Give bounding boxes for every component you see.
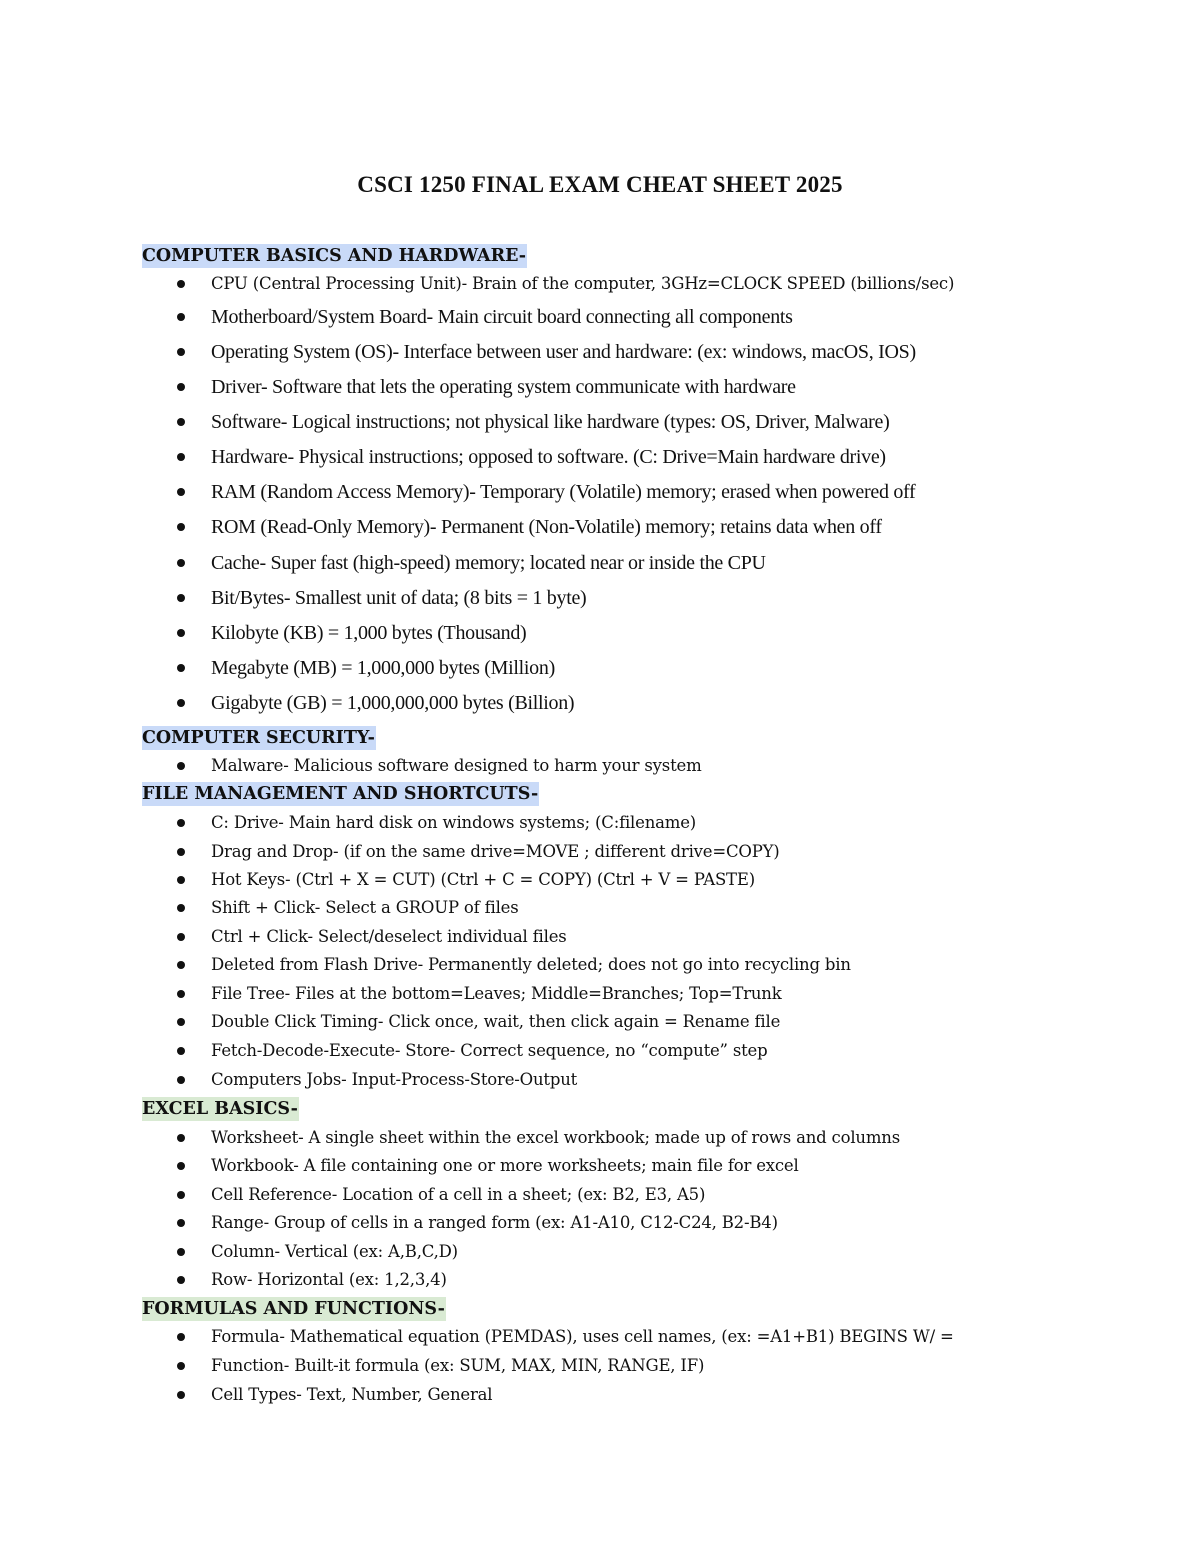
section-heading-file-management: FILE MANAGEMENT AND SHORTCUTS- (142, 784, 539, 804)
list-item: Workbook- A file containing one or more worksheets; main file for excel (211, 1155, 799, 1177)
list-item: File Tree- Files at the bottom=Leaves; Middle=Branches; Top=Trunk (211, 983, 782, 1005)
list-item: Fetch-Decode-Execute- Store- Correct sequence, no “compute” step (211, 1040, 767, 1062)
bullet-icon (177, 990, 185, 998)
list-item: Hardware- Physical instructions; opposed to software. (C: Drive=Main hardware drive) (211, 444, 886, 470)
bullet-icon (177, 1362, 185, 1370)
section-heading-excel-basics: EXCEL BASICS- (142, 1099, 298, 1119)
list-item: Cache- Super fast (high-speed) memory; located near or inside the CPU (211, 550, 766, 576)
list-item: Row- Horizontal (ex: 1,2,3,4) (211, 1269, 447, 1291)
list-item: Software- Logical instructions; not physical like hardware (types: OS, Driver, Malware) (211, 409, 889, 435)
bullet-icon (177, 488, 185, 496)
bullet-icon (177, 523, 185, 531)
list-item: Kilobyte (KB) = 1,000 bytes (Thousand) (211, 620, 526, 646)
list-item: Formula- Mathematical equation (PEMDAS), uses cell names, (ex: =A1+B1) BEGINS W/ = (211, 1326, 954, 1348)
bullet-icon (177, 594, 185, 602)
list-item: Hot Keys- (Ctrl + X = CUT) (Ctrl + C = COPY) (Ctrl + V = PASTE) (211, 869, 755, 891)
bullet-icon (177, 313, 185, 321)
bullet-icon (177, 699, 185, 707)
bullet-icon (177, 280, 185, 288)
list-item: Ctrl + Click- Select/deselect individual files (211, 926, 567, 948)
bullet-icon (177, 629, 185, 637)
bullet-icon (177, 383, 185, 391)
list-item: Range- Group of cells in a ranged form (ex: A1-A10, C12-C24, B2-B4) (211, 1212, 778, 1234)
bullet-icon (177, 1134, 185, 1142)
bullet-icon (177, 559, 185, 567)
list-item: Malware- Malicious software designed to harm your system (211, 755, 702, 777)
bullet-icon (177, 1162, 185, 1170)
list-item: CPU (Central Processing Unit)- Brain of the computer, 3GHz=CLOCK SPEED (billions/sec) (211, 273, 954, 295)
bullet-icon (177, 848, 185, 856)
list-item: C: Drive- Main hard disk on windows systems; (C:filename) (211, 812, 696, 834)
bullet-icon (177, 1333, 185, 1341)
list-item: Gigabyte (GB) = 1,000,000,000 bytes (Billion) (211, 690, 574, 716)
list-item: Computers Jobs- Input-Process-Store-Output (211, 1069, 577, 1091)
list-item: Double Click Timing- Click once, wait, then click again = Rename file (211, 1011, 780, 1033)
section-heading-formulas: FORMULAS AND FUNCTIONS- (142, 1299, 445, 1319)
bullet-icon (177, 1219, 185, 1227)
page-title: CSCI 1250 FINAL EXAM CHEAT SHEET 2025 (357, 172, 843, 197)
bullet-icon (177, 1248, 185, 1256)
list-item: Operating System (OS)- Interface between user and hardware: (ex: windows, macOS, IOS) (211, 339, 916, 365)
list-item: Bit/Bytes- Smallest unit of data; (8 bits = 1 byte) (211, 585, 586, 611)
list-item: Column- Vertical (ex: A,B,C,D) (211, 1241, 458, 1263)
bullet-icon (177, 961, 185, 969)
bullet-icon (177, 664, 185, 672)
list-item: Drag and Drop- (if on the same drive=MOVE ; different drive=COPY) (211, 841, 780, 863)
list-item: RAM (Random Access Memory)- Temporary (Volatile) memory; erased when powered off (211, 479, 915, 505)
bullet-icon (177, 762, 185, 770)
section-heading-security: COMPUTER SECURITY- (142, 728, 375, 748)
bullet-icon (177, 933, 185, 941)
bullet-icon (177, 1391, 185, 1399)
bullet-icon (177, 418, 185, 426)
bullet-icon (177, 904, 185, 912)
bullet-icon (177, 453, 185, 461)
list-item: Megabyte (MB) = 1,000,000 bytes (Million) (211, 655, 555, 681)
bullet-icon (177, 1276, 185, 1284)
list-item: Function- Built-it formula (ex: SUM, MAX, MIN, RANGE, IF) (211, 1355, 704, 1377)
bullet-icon (177, 1018, 185, 1026)
list-item: Deleted from Flash Drive- Permanently deleted; does not go into recycling bin (211, 954, 851, 976)
list-item: Cell Reference- Location of a cell in a sheet; (ex: B2, E3, A5) (211, 1184, 705, 1206)
list-item: Cell Types- Text, Number, General (211, 1384, 492, 1406)
list-item: Driver- Software that lets the operating system communicate with hardware (211, 374, 796, 400)
bullet-icon (177, 1076, 185, 1084)
section-heading-hardware: COMPUTER BASICS AND HARDWARE- (142, 246, 527, 266)
bullet-icon (177, 1047, 185, 1055)
list-item: ROM (Read-Only Memory)- Permanent (Non-Volatile) memory; retains data when off (211, 514, 882, 540)
bullet-icon (177, 1191, 185, 1199)
list-item: Worksheet- A single sheet within the excel workbook; made up of rows and columns (211, 1127, 900, 1149)
bullet-icon (177, 819, 185, 827)
list-item: Shift + Click- Select a GROUP of files (211, 897, 518, 919)
bullet-icon (177, 876, 185, 884)
list-item: Motherboard/System Board- Main circuit board connecting all components (211, 304, 793, 330)
bullet-icon (177, 348, 185, 356)
